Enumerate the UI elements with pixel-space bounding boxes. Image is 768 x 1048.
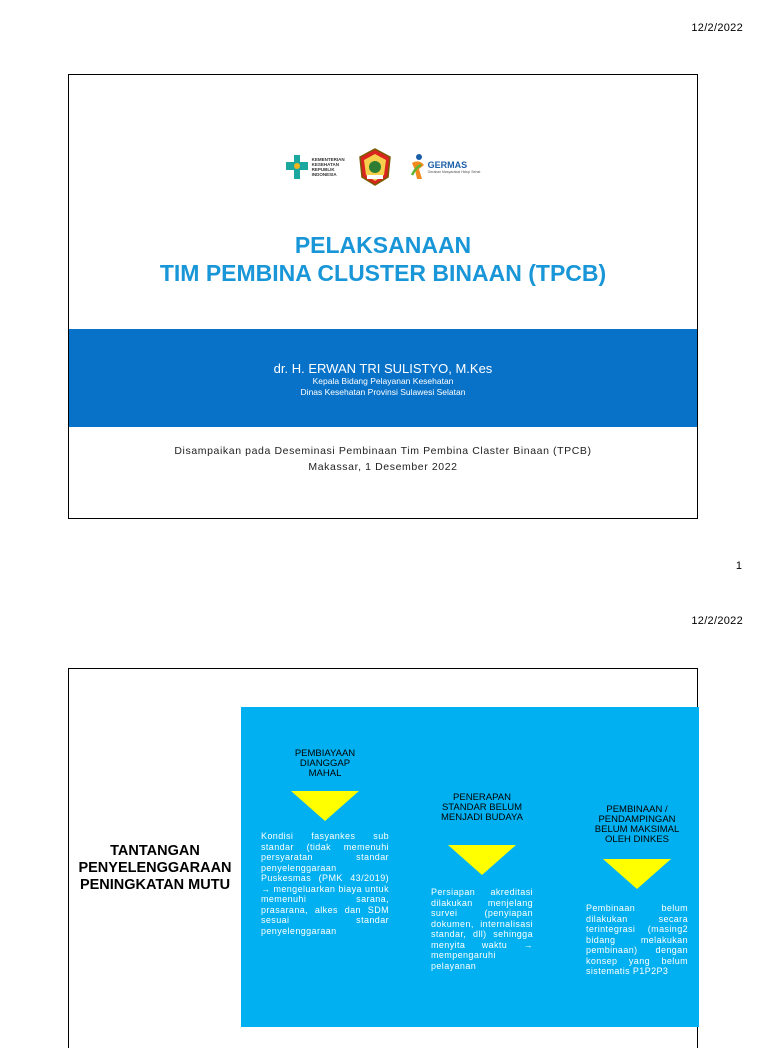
page2-date: 12/2/2022 xyxy=(691,615,743,627)
germas-figure-icon xyxy=(410,153,426,181)
challenge-body-1: Kondisi fasyankes sub standar (tidak memenuhi persyaratan standar penyelenggaraan Puskesmas (PMK 43/2019) → mengeluarkan biaya untuk memenuhi sarana, prasarana, alkes dan SDM sesuai standar penyelenggaraan xyxy=(261,831,389,936)
presenter-office: Dinas Kesehatan Provinsi Sulawesi Selatan xyxy=(300,387,466,397)
challenge-body-3: Pembinaan belum dilakukan secara terintegrasi (masing2 bidang melakukan pembinaan) dengan konsep yang belum sistematis P1P2P3 xyxy=(586,903,688,976)
page1-date: 12/2/2022 xyxy=(691,22,743,34)
presenter-role: Kepala Bidang Pelayanan Kesehatan xyxy=(312,376,454,386)
challenges-panel xyxy=(241,707,699,1027)
germas-logo xyxy=(410,153,481,181)
kemenkes-logo xyxy=(286,154,345,180)
slide-title xyxy=(69,231,697,287)
page1-number: 1 xyxy=(735,560,742,572)
slide-title-line2: TIM PEMBINA CLUSTER BINAAN (TPCB) xyxy=(159,260,607,286)
challenge-column-3 xyxy=(586,805,688,977)
challenges-heading: TANTANGAN PENYELENGGARAAN PENINGKATAN MUTU xyxy=(78,843,232,893)
challenge-title-1: PEMBIAYAAN DIANGGAP MAHAL xyxy=(294,748,356,779)
logo-row xyxy=(69,147,697,187)
challenge-title-3: PEMBINAAN / PENDAMPINGAN BELUM MAKSIMAL OLEH DINKES xyxy=(594,804,680,845)
title-slide xyxy=(68,74,698,519)
challenge-column-1 xyxy=(261,749,389,936)
challenge-body-2: Persiapan akreditasi dilakukan menjelang survei (penyiapan dokumen, internalisasi standar, dll) sehingga menyita waktu → mempengaruhi pelayanan xyxy=(431,887,533,971)
presenter-band xyxy=(69,329,697,427)
kemenkes-emblem-icon xyxy=(286,154,308,180)
germas-logo-text: GERMAS xyxy=(427,160,468,170)
down-triangle-icon xyxy=(448,845,516,875)
challenge-title-2: PENERAPAN STANDAR BELUM MENJADI BUDAYA xyxy=(441,792,523,823)
kemenkes-logo-text: KEMENTERIAN KESEHATAN REPUBLIK INDONESIA xyxy=(311,157,345,177)
down-triangle-icon xyxy=(291,791,359,821)
footer-place-date: Makassar, 1 Desember 2022 xyxy=(308,461,458,473)
down-triangle-icon xyxy=(603,859,671,889)
slide-title-line1: PELAKSANAAN xyxy=(294,232,472,258)
footer-event: Disampaikan pada Deseminasi Pembinaan Tim Pembina Claster Binaan (TPCB) xyxy=(174,445,592,457)
sulsel-crest-icon xyxy=(358,147,392,187)
challenge-column-2 xyxy=(431,793,533,971)
presenter-name: dr. H. ERWAN TRI SULISTYO, M.Kes xyxy=(273,361,493,376)
challenges-slide xyxy=(68,668,698,1048)
presentation-footer xyxy=(69,443,697,475)
germas-logo-subtext: Gerakan Masyarakat Hidup Sehat xyxy=(427,170,481,174)
